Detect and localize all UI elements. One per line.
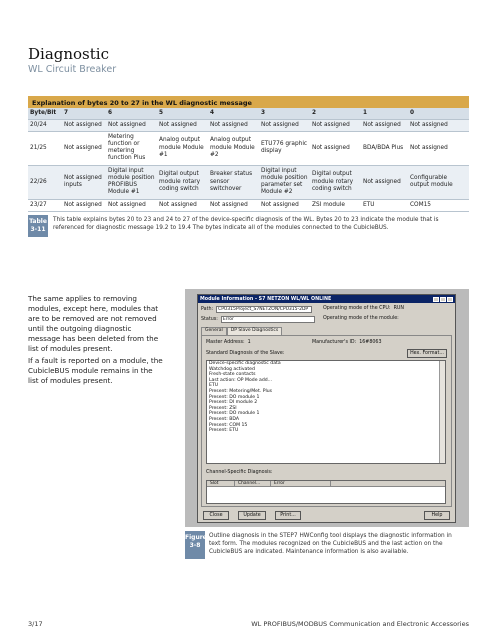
grid-header (207, 481, 445, 487)
table-cell: Not assigned (208, 119, 259, 131)
manufacturer-id-label: Manufacturer's ID: (312, 340, 357, 345)
status-row (201, 316, 315, 323)
header-cell: 3 (259, 108, 310, 119)
hex-format-button[interactable]: Hex. Format... (407, 349, 447, 358)
module-mode-label: Operating mode of the module: (323, 316, 399, 321)
table-cell: Not assigned (157, 199, 208, 211)
header-cell: 2 (310, 108, 361, 119)
list-item[interactable]: Present: ZSI (209, 405, 237, 411)
listbox-scrollbar[interactable] (439, 361, 445, 463)
table-cell: Digital output module rotary coding switch (310, 165, 361, 199)
list-item[interactable]: Present: COM 15 (209, 422, 248, 428)
table-cell: Not assigned (259, 119, 310, 131)
table-cell: 21/25 (28, 131, 62, 165)
table-row (28, 199, 469, 211)
window-controls (433, 297, 453, 302)
figure-label: Figure 3-8 (185, 531, 205, 559)
channel-diag-label: Channel-Specific Diagnosis: (206, 470, 273, 475)
table-label: Table 3-11 (28, 215, 48, 237)
table-cell: Not assigned (106, 119, 157, 131)
figure-note (185, 531, 469, 559)
table-note-text: This table explains bytes 20 to 23 and 24 to 27 of the device-specific diagnosis of the WL. Bytes 20 to 23 indicate the module that is referenced for diagnostic message 19.2 to 19.4 The bytes indicate all of the modules connected to the CubicleBUS. (53, 217, 439, 231)
std-diag-label: Standard Diagnosis of the Slave: (206, 351, 285, 356)
module-mode-row (323, 316, 402, 321)
list-item[interactable]: Present: DO module 1 (209, 394, 260, 400)
diagnosis-listbox[interactable] (206, 360, 446, 464)
help-button[interactable]: Help (424, 511, 450, 520)
close-icon (447, 297, 453, 302)
header-cell: 4 (208, 108, 259, 119)
table-cell: Metering function or metering function Plus (106, 131, 157, 165)
list-item[interactable]: Present: DI module 2 (209, 400, 258, 406)
update-button[interactable]: Update (238, 511, 266, 520)
list-item[interactable]: Last action: OP Mode add... (209, 377, 273, 383)
table-cell: COM15 (408, 199, 469, 211)
grid-header-channel: Channel... (235, 481, 271, 486)
table-cell: Not assigned inputs (62, 165, 106, 199)
channel-diagnosis-grid[interactable] (206, 480, 446, 504)
table-cell: Not assigned (157, 119, 208, 131)
table-cell: 23/27 (28, 199, 62, 211)
path-label: Path: (201, 307, 214, 312)
master-address-row (206, 340, 251, 345)
page-number: 3/17 (28, 620, 43, 628)
header-cell: 1 (361, 108, 408, 119)
table-cell: Not assigned (408, 131, 469, 165)
header-cell: Byte/Bit (28, 108, 62, 119)
table-cell: Not assigned (361, 119, 408, 131)
table-cell: Not assigned (208, 199, 259, 211)
table-cell: Not assigned (62, 131, 106, 165)
page-subtitle: WL Circuit Breaker (28, 64, 117, 75)
status-label: Status: (201, 317, 218, 322)
header-cell: 7 (62, 108, 106, 119)
std-diag-row (206, 351, 284, 356)
cpu-mode-label: Operating mode of the CPU: (323, 306, 391, 311)
paragraph-fault-reported: If a fault is reported on a module, the CubicleBUS module remains in the list of modules present. (28, 356, 163, 385)
table-note (28, 215, 469, 237)
table-cell: Digital input module position PROFIBUS Module #1 (106, 165, 157, 199)
grid-header-slot: Slot (207, 481, 235, 486)
table-cell: BDA/BDA Plus (361, 131, 408, 165)
table-cell: Digital input module position parameter set Module #2 (259, 165, 310, 199)
table-cell: ETU776 graphic display (259, 131, 310, 165)
table-cell: Not assigned (62, 199, 106, 211)
manufacturer-id-value: 16#8063 (359, 340, 382, 345)
table-cell: Not assigned (310, 119, 361, 131)
print-button[interactable]: Print... (275, 511, 301, 520)
close-button[interactable]: Close (203, 511, 229, 520)
status-field: Error (221, 316, 315, 323)
list-item[interactable]: Present: DO module 1 (209, 411, 260, 417)
table-cell: 22/26 (28, 165, 62, 199)
tab-dp-slave-diagnostics[interactable]: DP Slave Diagnostics (227, 327, 282, 335)
table-row (28, 131, 469, 165)
table-cell: Configurable output module (408, 165, 469, 199)
path-field: CPU315Project_S7NETZON/CPU315-2DP (216, 306, 312, 313)
paragraph-removing-modules: The same applies to removing modules, except here, modules that are to be removed are not removed until the outgoing diagnostic message has been deleted from the list of modules present. (28, 294, 159, 353)
header-cell: 6 (106, 108, 157, 119)
list-item[interactable]: Watchdog activated (209, 366, 255, 372)
grid-header-error: Error (271, 481, 331, 486)
cpu-mode-row (323, 306, 404, 311)
figure-caption: Outline diagnosis in the STEP7 HWConfig tool displays the diagnostic information in text form. The modules recognized on the CubicleBUS and the last action on the CubicleBUS are indicated. Maintenance information is also available. (209, 533, 452, 555)
channel-diag-row (206, 470, 273, 475)
table-cell: Analog output module Module #1 (157, 131, 208, 165)
table-cell: ZSI module (310, 199, 361, 211)
page-title: Diagnostic (28, 45, 109, 63)
window-titlebar (198, 295, 455, 303)
table-cell: 20/24 (28, 119, 62, 131)
list-item[interactable]: ETU (209, 383, 219, 389)
manufacturer-id-row (312, 340, 382, 345)
header-cell: 0 (408, 108, 469, 119)
screenshot-figure (185, 289, 469, 527)
maximize-icon (440, 297, 446, 302)
table-row (28, 119, 469, 131)
tab-general[interactable]: General (201, 327, 227, 335)
master-address-value: 1 (247, 340, 251, 345)
table-cell: Not assigned (408, 119, 469, 131)
table-cell: Not assigned (310, 131, 361, 165)
table-caption: Explanation of bytes 20 to 27 in the WL diagnostic message (28, 96, 469, 108)
tab-bar (201, 327, 282, 335)
table-cell: Breaker status sensor switchover (208, 165, 259, 199)
table-cell: ETU (361, 199, 408, 211)
diagnostic-bytes-table (28, 96, 469, 212)
table-cell: Not assigned (361, 165, 408, 199)
table-cell: Digital output module rotary coding switch (157, 165, 208, 199)
list-item[interactable]: Present: ETU (209, 428, 239, 434)
list-item[interactable]: Present: BDA (209, 416, 239, 422)
window-title: Module Information - S7 NETZON WL/WL ONLINE (200, 296, 332, 302)
table-cell: Analog output module Module #2 (208, 131, 259, 165)
list-item[interactable]: Fresh-state contacts (209, 372, 256, 378)
minimize-icon (433, 297, 439, 302)
module-information-window (197, 294, 456, 523)
cpu-mode-value: RUN (393, 306, 404, 311)
table-cell: Not assigned (106, 199, 157, 211)
master-address-label: Master Address: (206, 340, 245, 345)
header-cell: 5 (157, 108, 208, 119)
table-row (28, 165, 469, 199)
list-item[interactable]: Present: Metering/Met. Plus (209, 388, 273, 394)
table-cell: Not assigned (62, 119, 106, 131)
list-item[interactable]: Device-specific diagnostic data (209, 361, 281, 366)
tab-panel (201, 335, 452, 507)
table-header-row (28, 108, 469, 119)
path-row (201, 306, 312, 313)
table-cell: Not assigned (259, 199, 310, 211)
footer-doc-title: WL PROFIBUS/MODBUS Communication and Electronic Accessories (251, 620, 469, 628)
